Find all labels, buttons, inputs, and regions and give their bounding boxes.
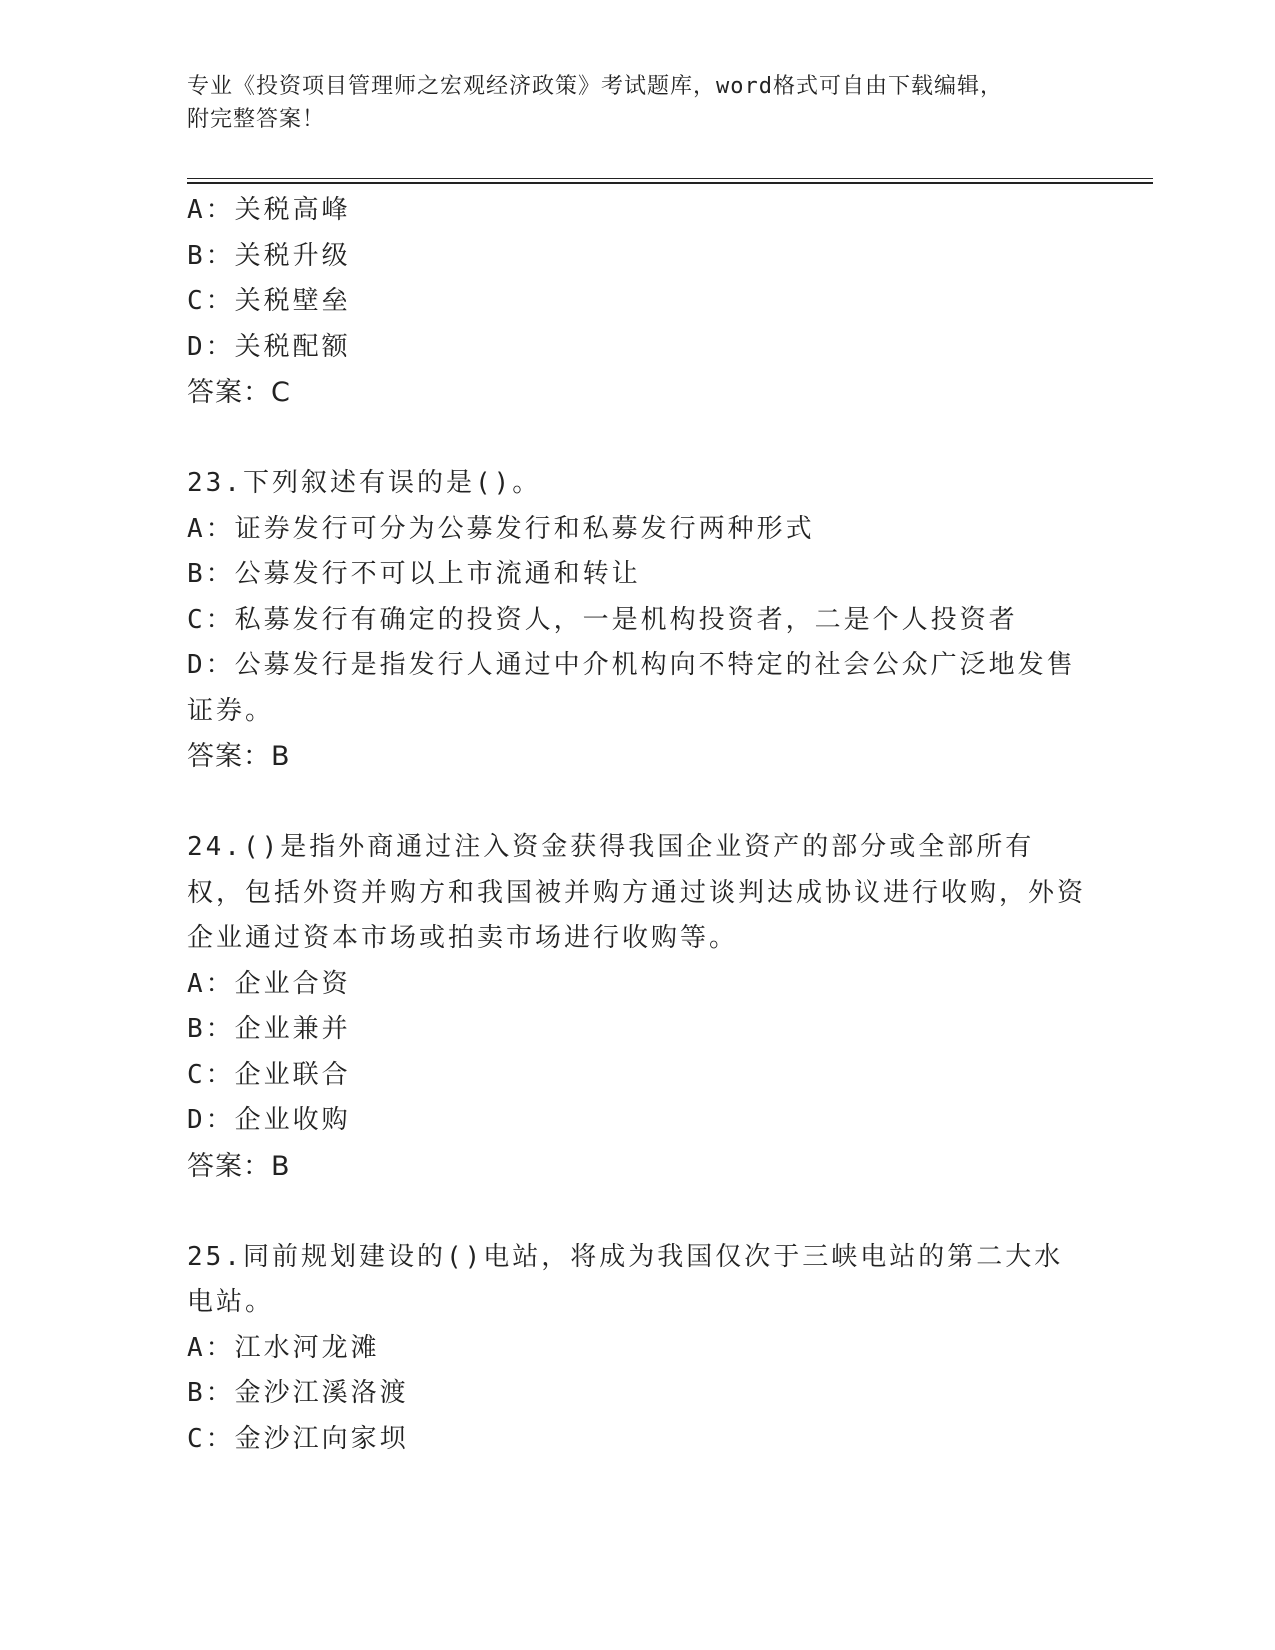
option-c: C：关税壁垒	[187, 286, 351, 316]
header-divider-thin	[187, 178, 1153, 179]
spacer	[187, 1189, 1087, 1235]
question-content	[187, 188, 1087, 1462]
question-stem: 25.同前规划建设的()电站，将成为我国仅次于三峡电站的第二大水电站。	[187, 1241, 1064, 1317]
spacer	[187, 416, 1087, 462]
question-23	[187, 461, 1087, 780]
question-stem: 23.下列叙述有误的是()。	[187, 468, 542, 498]
intro-line-2: 附完整答案！	[187, 107, 326, 132]
spacer	[187, 780, 1087, 826]
answer-line: 答案：C	[187, 377, 291, 408]
option-c: C：企业联合	[187, 1059, 351, 1090]
option-b: B：公募发行不可以上市流通和转让	[187, 559, 641, 589]
option-c: C：私募发行有确定的投资人，一是机构投资者，二是个人投资者	[187, 604, 1018, 635]
option-b: B：金沙江溪洛渡	[187, 1378, 409, 1408]
option-a: A：江水河龙滩	[187, 1332, 380, 1363]
question-stem: 24.()是指外商通过注入资金获得我国企业资产的部分或全部所有权，包括外资并购方和我国被并购方通过谈判达成协议进行收购，外资企业通过资本市场或拍卖市场进行收购等。	[187, 832, 1087, 953]
option-d: D：企业收购	[187, 1105, 351, 1135]
answer-line: 答案：B	[187, 1150, 291, 1182]
option-c: C：金沙江向家坝	[187, 1423, 409, 1454]
document-intro	[187, 70, 1087, 136]
answer-line: 答案：B	[187, 741, 291, 772]
option-a: A：企业合资	[187, 968, 351, 999]
option-a: A：证券发行可分为公募发行和私募发行两种形式	[187, 513, 815, 544]
question-25	[187, 1235, 1087, 1463]
option-d: D：关税配额	[187, 331, 351, 362]
option-a: A：关税高峰	[187, 195, 351, 225]
question-22	[187, 188, 1087, 416]
option-d: D：公募发行是指发行人通过中介机构向不特定的社会公众广泛地发售证券。	[187, 650, 1076, 726]
intro-line-1: 专业《投资项目管理师之宏观经济政策》考试题库，word格式可自由下载编辑，	[187, 74, 1003, 99]
question-24	[187, 825, 1087, 1189]
option-b: B：关税升级	[187, 240, 351, 271]
option-b: B：企业兼并	[187, 1014, 351, 1044]
header-divider-thick	[187, 182, 1153, 184]
